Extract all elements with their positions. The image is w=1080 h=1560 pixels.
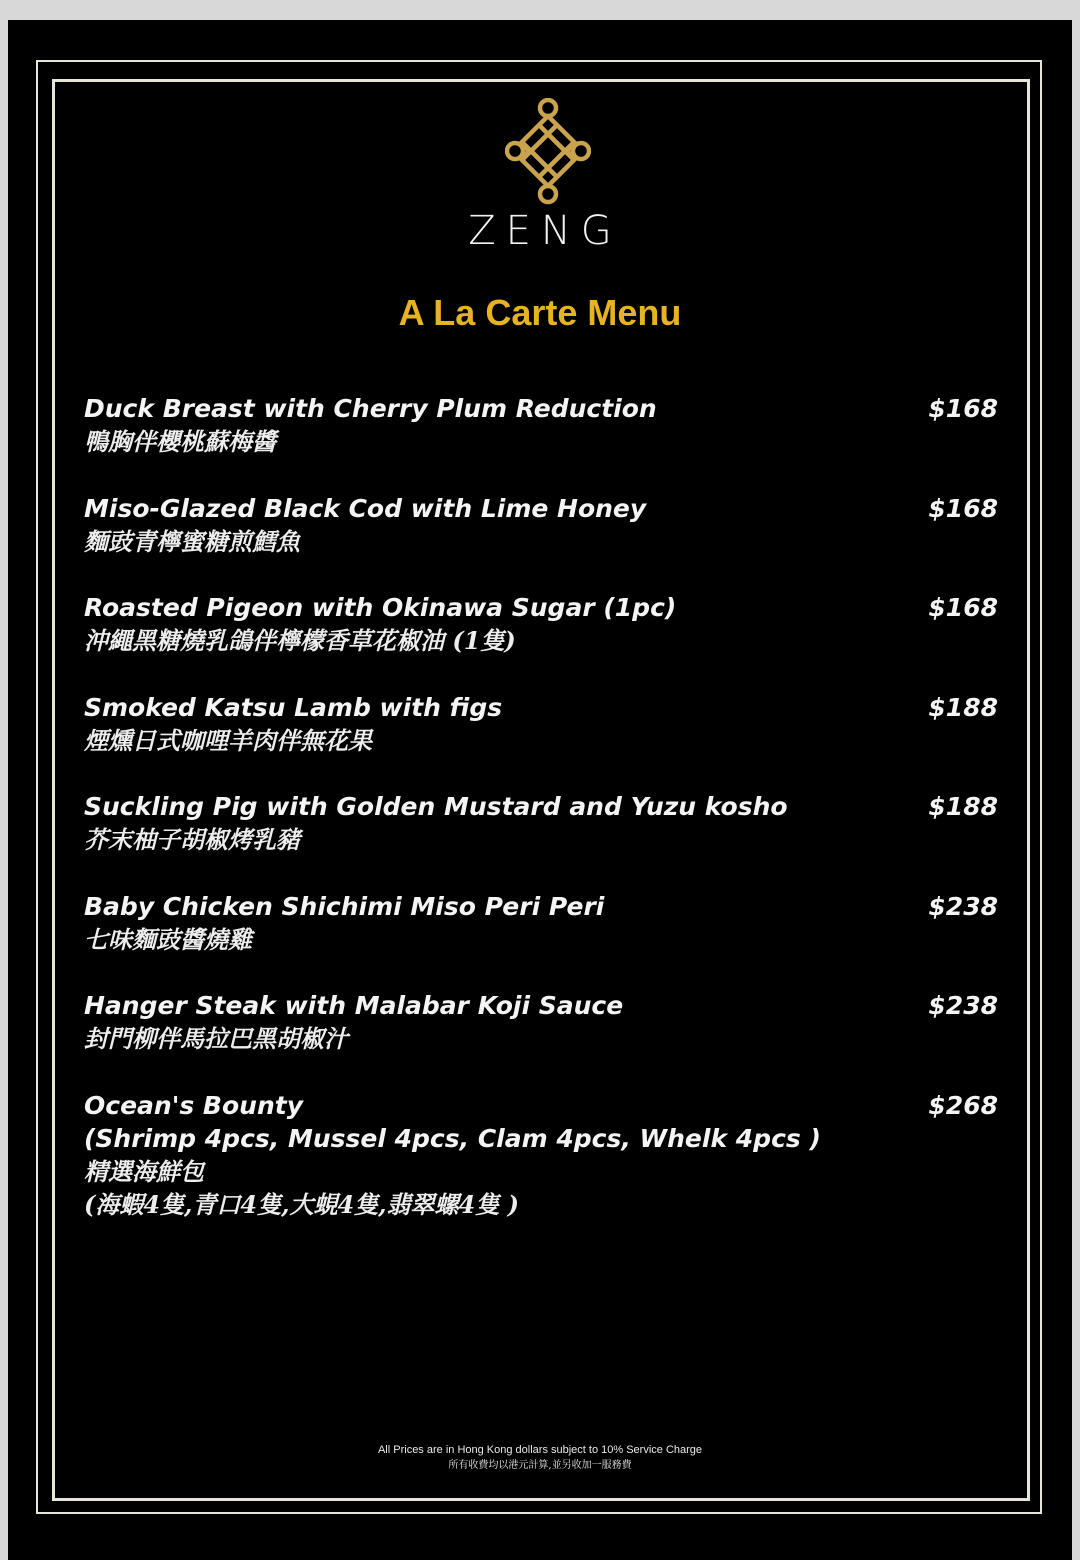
item-name: Miso-Glazed Black Cod with Lime Honey [84, 493, 647, 523]
brand-name: ZENG [468, 208, 622, 254]
item-detail: (Shrimp 4pcs, Mussel 4pcs, Clam 4pcs, Whelk 4pcs ) [84, 1123, 821, 1153]
item-name-chinese: 沖繩黑糖燒乳鴿伴檸檬香草花椒油 (1隻) [84, 626, 516, 655]
item-price: $268 [928, 1090, 998, 1120]
item-price: $188 [928, 792, 998, 821]
menu-page [8, 20, 1072, 1560]
menu-item [84, 790, 998, 890]
item-name-chinese: 精選海鮮包 [84, 1156, 204, 1186]
item-name-chinese: 麵豉青檸蜜糖煎鱈魚 [84, 526, 300, 556]
item-name-chinese: 七味麵豉醬燒雞 [84, 924, 252, 954]
menu-title: A La Carte Menu [398, 292, 682, 333]
item-name: Duck Breast with Cherry Plum Reduction [84, 394, 657, 423]
item-price: $168 [928, 493, 998, 523]
menu-item [84, 591, 998, 691]
menu-item [84, 492, 998, 592]
endless-knot-icon [505, 98, 591, 206]
item-price: $238 [928, 991, 998, 1020]
footer-note-english: All Prices are in Hong Kong dollars subject to 10% Service Charge [377, 1444, 703, 1456]
item-name: Roasted Pigeon with Okinawa Sugar (1pc) [84, 593, 677, 622]
item-price: $188 [928, 692, 998, 722]
item-price: $168 [928, 593, 998, 622]
item-name-chinese: 封門柳伴馬拉巴黑胡椒汁 [84, 1024, 348, 1053]
item-name: Suckling Pig with Golden Mustard and Yuzu kosho [84, 792, 788, 821]
item-name: Ocean's Bounty [84, 1090, 304, 1120]
menu-items [84, 392, 998, 1229]
item-name: Smoked Katsu Lamb with figs [84, 692, 503, 722]
item-name-chinese: 煙燻日式咖哩羊肉伴無花果 [84, 725, 372, 755]
menu-item [84, 392, 998, 492]
item-name: Hanger Steak with Malabar Koji Sauce [84, 991, 624, 1020]
item-name: Baby Chicken Shichimi Miso Peri Peri [84, 891, 605, 921]
menu-item [84, 691, 998, 791]
item-price: $168 [928, 394, 998, 423]
item-price: $238 [928, 891, 998, 921]
footer-note [8, 1442, 1072, 1474]
item-detail-chinese: (海蝦4隻,青口4隻,大蜆4隻,翡翠螺4隻 ) [84, 1189, 519, 1219]
menu-item [84, 989, 998, 1089]
item-name-chinese: 鴨胸伴櫻桃蘇梅醬 [84, 427, 276, 456]
menu-item [84, 890, 998, 990]
menu-item-special [84, 1089, 998, 1229]
footer-note-chinese: 所有收費均以港元計算,並另收加一服務費 [448, 1460, 632, 1471]
item-name-chinese: 芥末柚子胡椒烤乳豬 [84, 825, 300, 854]
